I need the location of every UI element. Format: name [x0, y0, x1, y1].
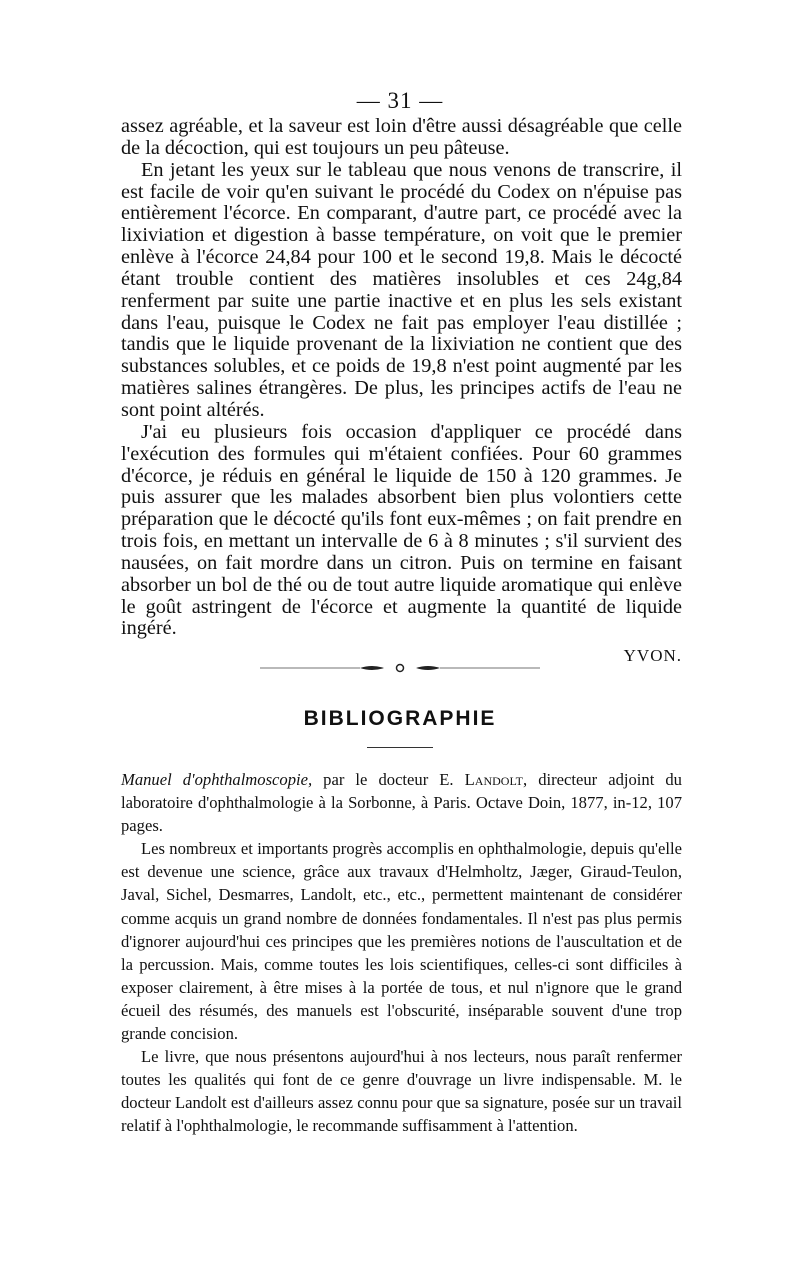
ornamental-divider — [260, 661, 540, 675]
book-by: par le docteur E. — [312, 770, 465, 789]
article-paragraph: J'ai eu plusieurs fois occasion d'appliquer ce procédé dans l'exécution des formules qui m'étaient confiées. Pour 60 grammes d'écorce, je réduis en général le liquide de 150 à 120 grammes. Je puis assurer que les malades absorbent bien plus volontiers cette préparation que le décocté qu'ils font eux-mêmes ; on fait prendre en trois fois, en mettant un intervalle de 6 à 8 minutes ; s'il survient des nausées, on fait mordre dans un citron. Puis on termine en faisant absorber un bol de thé ou de tout autre liquide aromatique qui enlève le goût astringent de l'écorce et augmente la quantité de liquide ingéré. — [121, 420, 682, 640]
bibliography-body — [121, 768, 682, 1138]
book-details: directeur adjoint du laboratoire d'ophthalmologie à la Sorbonne, à Paris. Octave Doin, 1877, in-12, 107 pages. — [121, 770, 682, 836]
review-paragraph: Les nombreux et importants progrès accomplis en ophthalmologie, depuis qu'elle est devenue une science, grâce aux travaux d'Helmholtz, Jæger, Giraud-Teulon, Javal, Sichel, Desmarres, Landolt, etc., etc., permettent maintenant de considérer comme acquis un grand nombre de données fondamentales. Il n'est pas plus permis d'ignorer aujourd'hui ces principes que les premières notions de l'auscultation et de la percussion. Mais, comme toutes les lois scientifiques, celles-ci sont difficiles à exposer clairement, à être mises à la portée de tous, et nul n'ignore que le grand écueil des résumés, des manuels est l'obscurité, inséparable souvent d'une trop grande concision. — [121, 839, 682, 1044]
article-paragraph: En jetant les yeux sur le tableau que nous venons de transcrire, il est facile de voir qu'en suivant le procédé du Codex on n'épuise pas entièrement l'écorce. En comparant, d'autre part, ce procédé avec la lixiviation et digestion à basse température, on voit que le premier enlève à l'écorce 24,84 pour 100 et le second 19,8. Mais le décocté étant trouble contient des matières insolubles et ces 24g,84 renferment par suite une partie inactive et en plus les sels existant dans l'eau, puisque le Codex ne fait pas employer l'eau distillée ; tandis que le liquide provenant de la lixiviation ne contient que des substances solubles, et ce poids de 19,8 n'est point augmenté par les matières salines étrangères. De plus, les principes actifs de l'eau ne sont point altérés. — [121, 158, 682, 421]
book-author: Landolt, — [464, 770, 528, 789]
article-body — [121, 116, 682, 666]
book-title: Manuel d'ophthalmoscopie, — [121, 770, 313, 789]
heading-rule — [367, 747, 433, 748]
article-paragraph: assez agréable, et la saveur est loin d'être aussi désagréable que celle de la décoction, qui est toujours un peu pâteuse. — [121, 115, 682, 159]
book-reference — [121, 768, 682, 837]
page-number: — 31 — — [356, 88, 444, 113]
section-heading: BIBLIOGRAPHIE — [303, 707, 497, 730]
author-signature: YVON. — [623, 646, 682, 666]
review-paragraph: Le livre, que nous présentons aujourd'hui à nos lecteurs, nous paraît renfermer toutes les qualités qui font de ce genre d'ouvrage un livre indispensable. M. le docteur Landolt est d'ailleurs assez connu pour que sa signature, posée sur un travail relatif à l'ophthalmologie, le recommande suffisamment à l'attention. — [121, 1047, 682, 1136]
